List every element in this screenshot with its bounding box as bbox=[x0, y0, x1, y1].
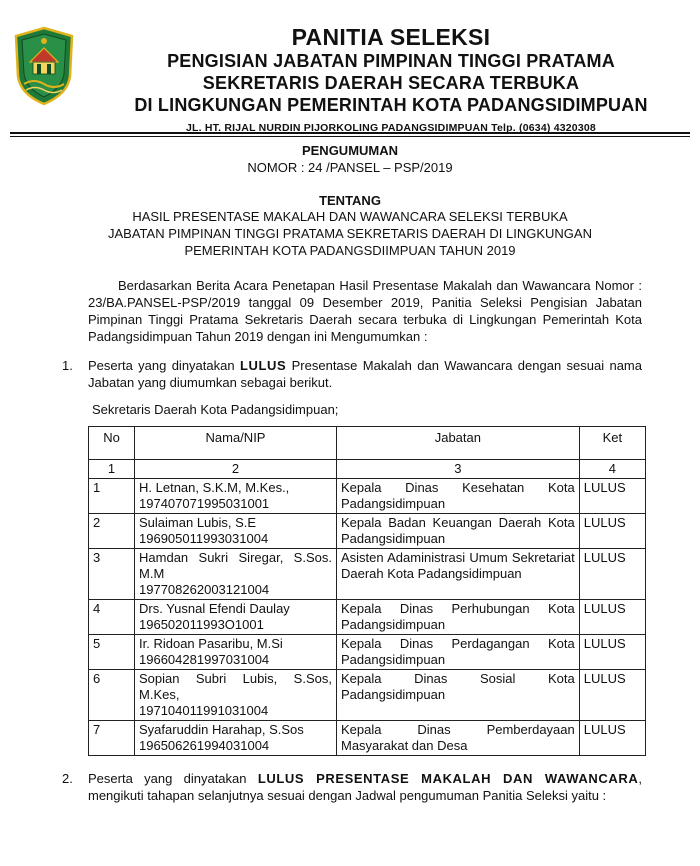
cell-nama: Sulaiman Lubis, S.E bbox=[139, 515, 257, 530]
cell-nama-nip bbox=[135, 670, 337, 721]
cell-nama-nip bbox=[135, 635, 337, 670]
table-row bbox=[89, 600, 646, 635]
results-table bbox=[88, 426, 646, 756]
cell-nama-nip bbox=[135, 514, 337, 549]
cell-nama: H. Letnan, S.K.M, M.Kes., bbox=[139, 480, 290, 495]
header-nama: Nama/NIP bbox=[135, 427, 337, 460]
letterhead-address: JL. HT. RIJAL NURDIN PIJORKOLING PADANGSIDIMPUAN Telp. (0634) 4320308 bbox=[186, 122, 596, 134]
cell-jabatan: Kepala Badan Keuangan Daerah Kota Padangsidimpuan bbox=[336, 514, 579, 549]
header-no: No bbox=[89, 427, 135, 460]
cell-ket: LULUS bbox=[579, 549, 645, 600]
cell-ket: LULUS bbox=[579, 600, 645, 635]
cell-jabatan: Kepala Dinas Perhubungan Kota Padangsidimpuan bbox=[336, 600, 579, 635]
letterhead-title: PANITIA SELEKSI bbox=[291, 24, 491, 50]
cell-nip: 197104011991031004 bbox=[139, 703, 269, 718]
cell-jabatan: Kepala Dinas Kesehatan Kota Padangsidimpuan bbox=[336, 479, 579, 514]
table-caption: Sekretaris Daerah Kota Padangsidimpuan; bbox=[92, 402, 339, 417]
table-row bbox=[89, 635, 646, 670]
table-row bbox=[89, 479, 646, 514]
index-jabatan: 3 bbox=[336, 460, 579, 479]
cell-jabatan: Kepala Dinas Pemberdayaan Masyarakat dan Desa bbox=[336, 721, 579, 756]
letterhead bbox=[90, 0, 692, 135]
cell-nip: 196502011993O1001 bbox=[139, 617, 264, 632]
cell-ket: LULUS bbox=[579, 635, 645, 670]
cell-no: 3 bbox=[89, 549, 135, 600]
subject-line-2: JABATAN PIMPINAN TINGGI PRATAMA SEKRETARIS DAERAH DI LINGKUNGAN bbox=[108, 226, 592, 241]
list-item-text-after: Presentase Makalah dan Wawancara dengan sesuai nama Jabatan yang diumumkan sebagai berikut. bbox=[88, 358, 642, 390]
index-no: 1 bbox=[89, 460, 135, 479]
cell-no: 1 bbox=[89, 479, 135, 514]
cell-nama: Sopian Subri Lubis, S.Sos, M.Kes, bbox=[139, 671, 332, 702]
table-row bbox=[89, 721, 646, 756]
cell-nama-nip bbox=[135, 600, 337, 635]
letterhead-line-3: DI LINGKUNGAN PEMERINTAH KOTA PADANGSIDIMPUAN bbox=[134, 95, 648, 115]
cell-no: 6 bbox=[89, 670, 135, 721]
list-item-emphasis: LULUS PRESENTASE MAKALAH DAN WAWANCARA bbox=[257, 771, 639, 786]
subject-line-3: PEMERINTAH KOTA PADANGSDIIMPUAN TAHUN 2019 bbox=[184, 243, 516, 258]
header-jabatan: Jabatan bbox=[336, 427, 579, 460]
cell-nama: Hamdan Sukri Siregar, S.Sos. M.M bbox=[139, 550, 332, 581]
list-item-number: 1. bbox=[62, 358, 73, 373]
announcement-number: NOMOR : 24 /PANSEL – PSP/2019 bbox=[247, 160, 453, 175]
subject-heading: TENTANG bbox=[319, 193, 381, 208]
cell-nip: 196905011993031004 bbox=[139, 531, 269, 546]
cell-ket: LULUS bbox=[579, 514, 645, 549]
cell-jabatan: Kepala Dinas Sosial Kota Padangsidimpuan bbox=[336, 670, 579, 721]
cell-nip: 197708262003121004 bbox=[139, 582, 270, 597]
table-index-row bbox=[89, 460, 646, 479]
index-nama: 2 bbox=[135, 460, 337, 479]
cell-nama-nip bbox=[135, 721, 337, 756]
cell-jabatan: Asisten Adaministrasi Umum Sekretariat Daerah Kota Padangsidimpuan bbox=[336, 549, 579, 600]
cell-no: 2 bbox=[89, 514, 135, 549]
cell-nip: 196604281997031004 bbox=[139, 652, 270, 667]
list-item-text-after: , mengikuti tahapan selanjutnya sesuai dengan Jadwal pengumuman Panitia Seleksi yaitu : bbox=[88, 771, 642, 803]
list-item-emphasis: LULUS bbox=[239, 358, 287, 373]
letterhead-rule-thin bbox=[10, 136, 690, 137]
letterhead-rule-thick bbox=[10, 132, 690, 134]
cell-no: 7 bbox=[89, 721, 135, 756]
table-header-row bbox=[89, 427, 646, 460]
cell-ket: LULUS bbox=[579, 479, 645, 514]
cell-no: 5 bbox=[89, 635, 135, 670]
list-item-number: 2. bbox=[62, 771, 73, 786]
cell-jabatan: Kepala Dinas Perdagangan Kota Padangsidimpuan bbox=[336, 635, 579, 670]
cell-ket: LULUS bbox=[579, 721, 645, 756]
cell-nama: Drs. Yusnal Efendi Daulay bbox=[139, 601, 290, 616]
list-item-text bbox=[88, 357, 642, 391]
cell-nama: Syafaruddin Harahap, S.Sos bbox=[139, 722, 304, 737]
cell-nip: 197407071995031001 bbox=[139, 496, 270, 511]
index-ket: 4 bbox=[579, 460, 645, 479]
list-item-text-before: Peserta yang dinyatakan bbox=[88, 358, 240, 373]
city-emblem-icon bbox=[12, 26, 76, 106]
cell-nama: Ir. Ridoan Pasaribu, M.Si bbox=[139, 636, 283, 651]
table-row bbox=[89, 514, 646, 549]
cell-nama-nip bbox=[135, 549, 337, 600]
header-ket: Ket bbox=[579, 427, 645, 460]
subject-line-1: HASIL PRESENTASE MAKALAH DAN WAWANCARA SELEKSI TERBUKA bbox=[132, 209, 568, 224]
intro-paragraph: Berdasarkan Berita Acara Penetapan Hasil Presentase Makalah dan Wawancara Nomor : 23/BA.PANSEL-PSP/2019 tanggal 09 Desember 2019, Panitia Seleksi Pengisian Jabatan Pimpinan Tinggi Pratama Sekretaris Daerah secara terbuka di Lingkungan Pemerintah Kota Padangsidimpuan Tahun 2019 dengan ini Mengumumkan : bbox=[88, 278, 642, 344]
letterhead-line-2: SEKRETARIS DAERAH SECARA TERBUKA bbox=[202, 73, 580, 93]
cell-no: 4 bbox=[89, 600, 135, 635]
list-item-text bbox=[88, 770, 642, 804]
letterhead-line-1: PENGISIAN JABATAN PIMPINAN TINGGI PRATAMA bbox=[167, 51, 615, 71]
table-row bbox=[89, 549, 646, 600]
table-row bbox=[89, 670, 646, 721]
cell-nip: 196506261994031004 bbox=[139, 738, 270, 753]
cell-nama-nip bbox=[135, 479, 337, 514]
announcement-heading: PENGUMUMAN bbox=[301, 143, 399, 158]
list-item-text-before: Peserta yang dinyatakan bbox=[88, 771, 258, 786]
cell-ket: LULUS bbox=[579, 670, 645, 721]
